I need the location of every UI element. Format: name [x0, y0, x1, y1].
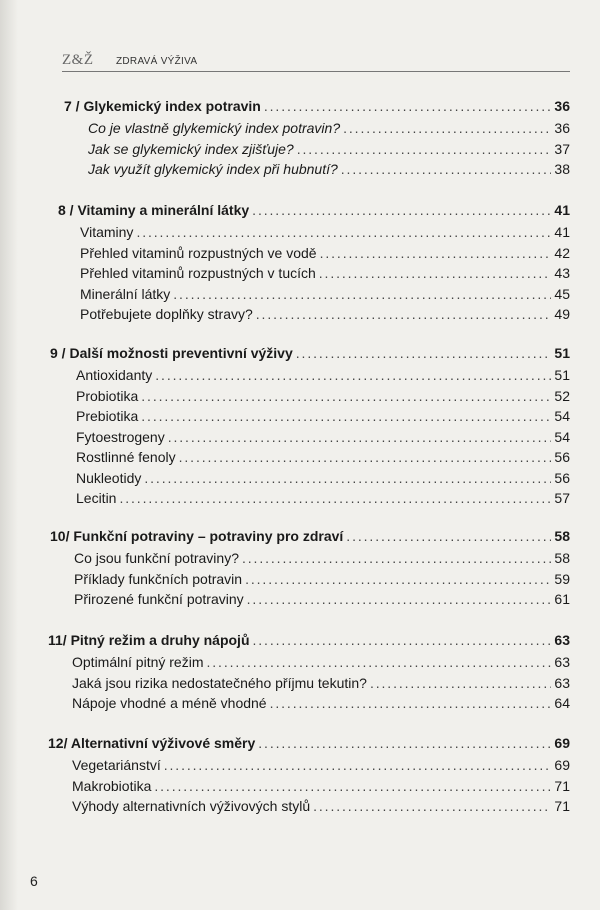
chapter-heading-label: 8 / Vitaminy a minerální látky [58, 202, 250, 218]
toc-entry-label: Antioxidanty [76, 367, 153, 383]
toc-entry-page-number: 64 [554, 695, 570, 711]
toc-entry-label: Nukleotidy [76, 469, 142, 486]
dot-leader [144, 470, 551, 486]
toc-entry-page-number: 43 [554, 265, 570, 281]
toc-entry-label: Přehled vitaminů rozpustných v tucích [80, 265, 316, 281]
dot-leader [270, 695, 551, 711]
page-number: 6 [30, 873, 38, 889]
chapter-heading-page-number: 63 [554, 632, 570, 648]
toc-entry-label: Makrobiotika [72, 777, 152, 794]
toc-entry [76, 449, 570, 465]
chapter-heading [50, 345, 570, 361]
dot-leader [253, 632, 552, 648]
toc-entry-label: Minerální látky [80, 285, 171, 302]
toc-entry [76, 429, 570, 445]
chapter-heading [50, 528, 570, 544]
toc-entry-label: Příklady funkčních potravin [74, 570, 243, 587]
toc-entry [76, 470, 570, 486]
dot-leader [258, 735, 551, 751]
chapter-heading-page-number: 41 [554, 202, 570, 218]
toc-entry-page-number: 71 [554, 777, 570, 794]
dot-leader [245, 571, 551, 587]
dot-leader [252, 202, 551, 218]
toc-entry [76, 490, 570, 506]
toc-entry-page-number: 42 [554, 244, 570, 261]
dot-leader [164, 757, 551, 773]
toc-entry-label: Co je vlastně glykemický index potravin? [88, 120, 341, 136]
running-title: ZDRAVÁ VÝŽIVA [116, 56, 198, 67]
toc-entry [88, 161, 570, 177]
toc-entry-page-number: 51 [554, 367, 570, 383]
page-edge-shadow [0, 0, 18, 910]
dot-leader [296, 345, 551, 361]
toc-entry-page-number: 45 [554, 285, 570, 302]
toc-entry [74, 591, 570, 607]
toc-entry-page-number: 41 [554, 224, 570, 240]
toc-entry-label: Rostlinné fenoly [76, 449, 176, 465]
chapter-heading-page-number: 51 [554, 345, 570, 361]
toc-entry-label: Potřebujete doplňky stravy? [80, 306, 253, 322]
toc-entry-page-number: 54 [554, 428, 570, 445]
dot-leader [179, 449, 551, 465]
toc-entry-label: Fytoestrogeny [76, 428, 165, 445]
toc-entry-page-number: 71 [554, 798, 570, 814]
dot-leader [173, 286, 551, 302]
chapter-heading-label: 7 / Glykemický index potravin [64, 98, 261, 114]
toc-entry [80, 265, 570, 281]
toc-entry [80, 245, 570, 261]
toc-entry-page-number: 52 [554, 387, 570, 404]
dot-leader [320, 245, 551, 261]
toc-entry [88, 141, 570, 157]
running-header [62, 52, 570, 72]
toc-entry [72, 654, 570, 670]
dot-leader [256, 306, 551, 322]
toc-entry-label: Výhody alternativních výživových stylů [72, 798, 311, 814]
toc-entry-page-number: 37 [554, 140, 570, 157]
toc-entry [74, 550, 570, 566]
toc-entry [74, 571, 570, 587]
toc-entry [72, 778, 570, 794]
toc-entry-label: Vitaminy [80, 224, 134, 240]
toc-entry-label: Vegetariánství [72, 757, 161, 773]
chapter-heading [64, 98, 570, 114]
dot-leader [136, 224, 551, 240]
dot-leader [370, 675, 551, 691]
chapter-heading-label: 9 / Další možnosti preventivní výživy [50, 345, 293, 361]
chapter-heading-label: 10/ Funkční potraviny – potraviny pro zdraví [50, 528, 344, 544]
toc-entry-label: Přehled vitaminů rozpustných ve vodě [80, 244, 317, 261]
chapter-heading-page-number: 36 [554, 98, 570, 114]
dot-leader [341, 161, 551, 177]
toc-entry-page-number: 56 [554, 469, 570, 486]
toc-entry-label: Co jsou funkční potraviny? [74, 550, 239, 566]
toc-entry-label: Jak se glykemický index zjišťuje? [88, 140, 294, 157]
dot-leader [247, 591, 551, 607]
chapter-heading [58, 202, 570, 218]
toc-entry [72, 798, 570, 814]
publisher-logo: Z&Ž [62, 52, 94, 68]
toc-entry [72, 675, 570, 691]
dot-leader [319, 265, 551, 281]
toc-entry-label: Probiotika [76, 387, 139, 404]
toc-entry-page-number: 57 [554, 490, 570, 506]
chapter-heading-page-number: 69 [554, 735, 570, 751]
dot-leader [343, 120, 551, 136]
dot-leader [313, 798, 551, 814]
dot-leader [206, 654, 551, 670]
toc-entry-page-number: 61 [554, 591, 570, 607]
toc-entry [76, 367, 570, 383]
toc-entry-page-number: 69 [554, 757, 570, 773]
toc-entry-page-number: 36 [554, 120, 570, 136]
toc-entry-label: Optimální pitný režim [72, 654, 204, 670]
chapter-heading [48, 735, 570, 751]
toc-entry-label: Lecitin [76, 490, 117, 506]
toc-entry-label: Přirozené funkční potraviny [74, 591, 244, 607]
toc-entry-page-number: 59 [554, 570, 570, 587]
toc-entry-page-number: 56 [554, 449, 570, 465]
toc-entry [72, 757, 570, 773]
chapter-heading [48, 632, 570, 648]
chapter-heading-label: 12/ Alternativní výživové směry [48, 735, 256, 751]
toc-entry [72, 695, 570, 711]
dot-leader [119, 490, 551, 506]
dot-leader [264, 98, 551, 114]
header-rule [62, 71, 570, 72]
toc-entry-label: Jak využít glykemický index při hubnutí? [88, 161, 338, 177]
toc-entry-page-number: 49 [554, 306, 570, 322]
dot-leader [141, 408, 551, 424]
dot-leader [297, 141, 551, 157]
toc-entry-page-number: 58 [554, 550, 570, 566]
toc-entry [80, 224, 570, 240]
chapter-heading-page-number: 58 [554, 528, 570, 544]
dot-leader [154, 778, 551, 794]
toc-entry-page-number: 63 [554, 654, 570, 670]
dot-leader [168, 429, 551, 445]
toc-entry-page-number: 38 [554, 161, 570, 177]
toc-entry-label: Jaká jsou rizika nedostatečného příjmu tekutin? [72, 674, 367, 691]
toc-entry [80, 306, 570, 322]
toc-entry-page-number: 63 [554, 674, 570, 691]
toc-entry [88, 120, 570, 136]
toc-entry [76, 388, 570, 404]
dot-leader [346, 528, 551, 544]
chapter-heading-label: 11/ Pitný režim a druhy nápojů [48, 632, 250, 648]
toc-entry-label: Nápoje vhodné a méně vhodné [72, 695, 267, 711]
dot-leader [155, 367, 551, 383]
dot-leader [141, 388, 551, 404]
dot-leader [242, 550, 551, 566]
toc-entry [80, 286, 570, 302]
toc-entry-page-number: 54 [554, 408, 570, 424]
toc-entry [76, 408, 570, 424]
toc-entry-label: Prebiotika [76, 408, 139, 424]
